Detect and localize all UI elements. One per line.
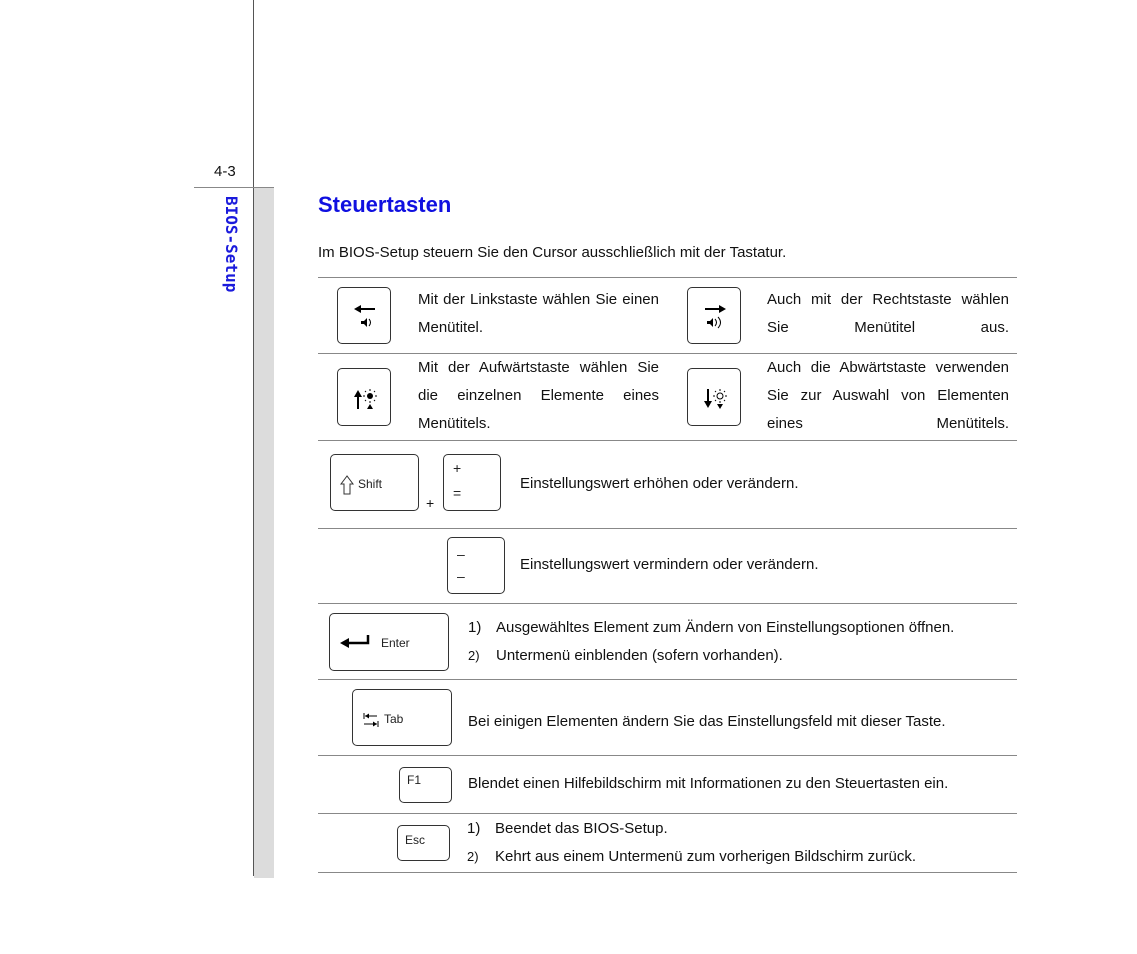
shift-key-label: Shift <box>358 477 383 491</box>
table-rule <box>318 528 1017 529</box>
page-title: Steuertasten <box>318 192 452 217</box>
enter-key-label: Enter <box>381 636 410 650</box>
page-number: 4-3 <box>214 163 236 180</box>
f1-key-label: F1 <box>407 773 422 787</box>
enter-item-1-text: Ausgewähltes Element zum Ändern von Einstellungsoptionen öffnen. <box>496 619 955 636</box>
enter-arrow-icon <box>338 633 372 653</box>
esc-item-2-text: Kehrt aus einem Untermenü zum vorherigen Bildschirm zurück. <box>495 848 917 865</box>
tab-key-description: Bei einigen Elementen ändern Sie das Einstellungsfeld mit dieser Taste. <box>468 713 946 730</box>
right-arrow-key <box>687 287 741 344</box>
table-rule <box>318 872 1017 873</box>
table-rule <box>318 277 1017 278</box>
table-rule <box>318 813 1017 814</box>
esc-item-2 <box>467 843 916 871</box>
arrow-up-icon <box>338 369 392 427</box>
section-title-vertical: BIOS-Setup <box>222 196 241 293</box>
enter-item-1-number: 1) <box>468 619 482 636</box>
table-rule <box>318 440 1017 441</box>
plus-key <box>443 454 501 511</box>
f1-key <box>399 767 452 803</box>
arrow-right-icon <box>688 288 742 345</box>
minus-key-top: – <box>457 546 465 562</box>
down-key-description: Auch die Abwärtstaste verwenden Sie zur Auswahl von Elementen eines Menütitels. <box>767 359 1009 432</box>
enter-item-2-number: 2) <box>468 648 480 663</box>
minus-key-description: Einstellungswert vermindern oder verändern. <box>520 556 819 573</box>
arrow-down-icon <box>688 369 742 427</box>
f1-key-description: Blendet einen Hilfebildschirm mit Informationen zu den Steuertasten ein. <box>468 775 949 792</box>
left-arrow-key <box>337 287 391 344</box>
tab-key <box>352 689 452 746</box>
enter-item-1 <box>468 614 954 642</box>
left-key-description: Mit der Linkstaste wählen Sie einen Menütitel. <box>418 291 659 336</box>
tab-key-label: Tab <box>384 712 404 726</box>
minus-key-bottom: – <box>457 568 465 584</box>
down-arrow-key <box>687 368 741 426</box>
arrow-left-icon <box>338 288 392 345</box>
minus-key <box>447 537 505 594</box>
intro-text: Im BIOS-Setup steuern Sie den Cursor ausschließlich mit der Tastatur. <box>318 244 787 261</box>
right-key-description: Auch mit der Rechtstaste wählen Sie Menütitel aus. <box>767 291 1009 336</box>
sidebar-bar <box>254 188 274 878</box>
table-rule <box>318 679 1017 680</box>
shift-key <box>330 454 419 511</box>
esc-key <box>397 825 450 861</box>
up-key-description: Mit der Aufwärtstaste wählen Sie die einzelnen Elemente eines Menütitels. <box>418 359 659 432</box>
esc-item-1-text: Beendet das BIOS-Setup. <box>495 820 668 837</box>
plus-key-bottom: = <box>453 485 462 501</box>
enter-item-2 <box>468 642 783 670</box>
shift-arrow-icon <box>339 474 359 498</box>
table-rule <box>318 755 1017 756</box>
esc-key-label: Esc <box>405 833 426 847</box>
esc-item-1-number: 1) <box>467 820 481 837</box>
esc-item-1 <box>467 815 668 843</box>
esc-item-2-number: 2) <box>467 849 479 864</box>
enter-item-2-text: Untermenü einblenden (sofern vorhanden). <box>496 647 783 664</box>
plus-key-top: + <box>453 460 462 476</box>
plus-key-description: Einstellungswert erhöhen oder verändern. <box>520 475 799 492</box>
enter-key <box>329 613 449 671</box>
table-rule <box>318 603 1017 604</box>
up-arrow-key <box>337 368 391 426</box>
plus-sign: + <box>426 495 435 511</box>
tab-arrows-icon <box>362 711 382 729</box>
